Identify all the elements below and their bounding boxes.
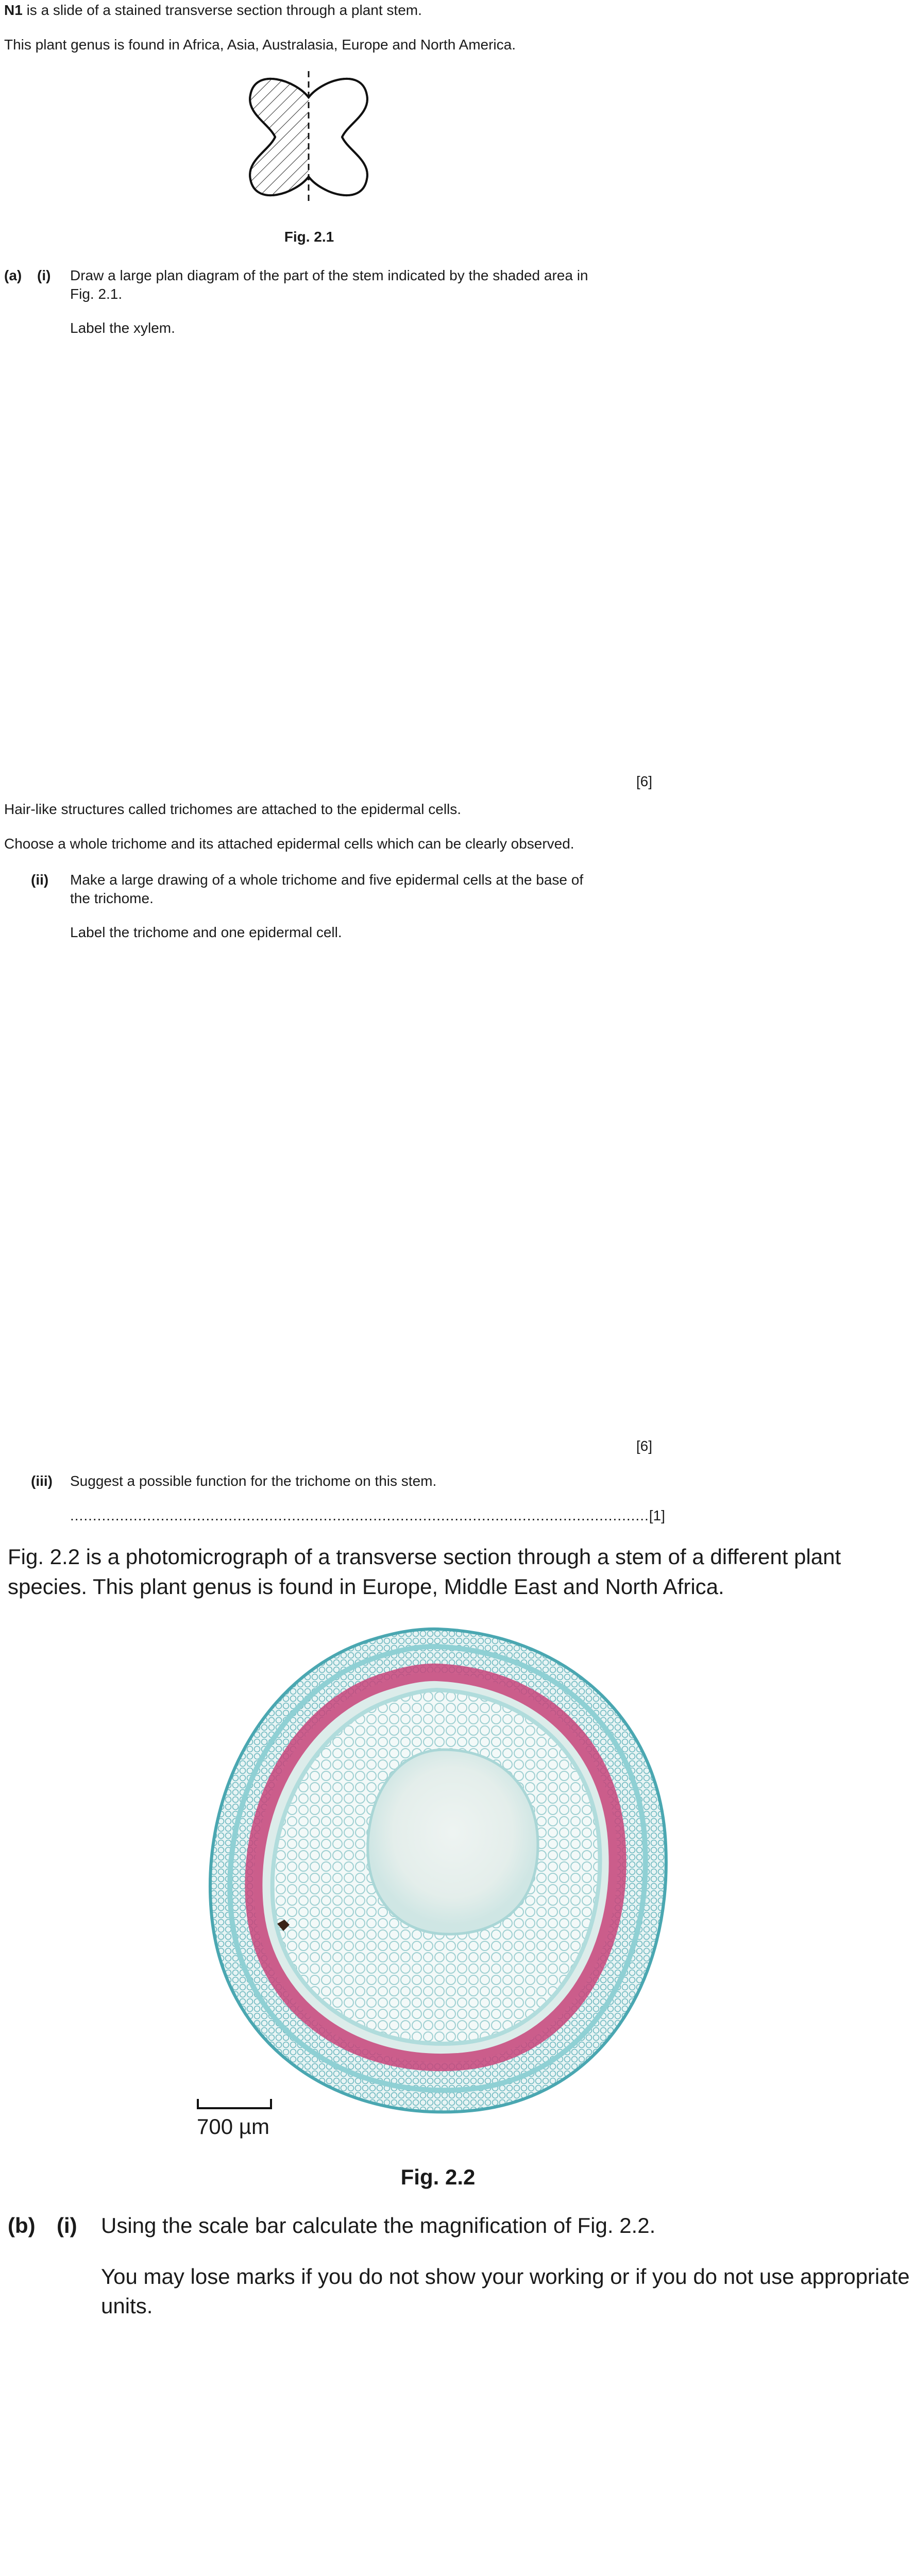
fig-2-2-caption: Fig. 2.2 [400, 2165, 476, 2189]
q-a-i-line1: Draw a large plan diagram of the part of the stem indicated by the shaded area in [70, 267, 588, 283]
genus-line: This plant genus is found in Africa, Asia, Australasia, Europe and North America. [4, 37, 516, 53]
pith-cavity [368, 1750, 538, 1934]
q-a-i-drawing-space[interactable] [70, 350, 652, 762]
q-a-iii-number: (iii) [31, 1473, 53, 1489]
part-b-label: (b) [8, 2213, 36, 2238]
fig-2-1-stem-outline [245, 70, 372, 204]
q-b-i-working-space[interactable] [101, 2334, 905, 2576]
q-b-i-number: (i) [57, 2213, 77, 2238]
q-b-i-text: Using the scale bar calculate the magnification of Fig. 2.2. [101, 2213, 656, 2238]
q-a-ii-line2: the trichome. [70, 890, 154, 906]
scale-bar-label: 700 µm [197, 2114, 269, 2139]
q-a-i-number: (i) [37, 267, 51, 283]
q-a-ii-line1: Make a large drawing of a whole trichome and five epidermal cells at the base of [70, 872, 584, 888]
q-a-ii-label-instruction: Label the trichome and one epidermal cell. [70, 924, 342, 940]
q-a-ii-marks: [6] [636, 1438, 652, 1454]
q-a-i-label-instruction: Label the xylem. [70, 320, 175, 336]
part-a-label: (a) [4, 267, 22, 283]
q-a-iii-text: Suggest a possible function for the trichome on this stem. [70, 1473, 437, 1489]
fig-2-1-caption: Fig. 2.1 [284, 229, 334, 245]
q-a-i-line2: Fig. 2.1. [70, 286, 123, 302]
q-b-i-warning-line2: units. [101, 2294, 153, 2318]
fig-2-2-intro-line2: species. This plant genus is found in Europe, Middle East and North Africa. [8, 1574, 724, 1599]
trichome-intro: Hair-like structures called trichomes are attached to the epidermal cells. [4, 801, 462, 817]
q-a-iii-marks: [1] [649, 1507, 665, 1523]
intro-line: N1 is a slide of a stained transverse section through a plant stem. [4, 2, 422, 18]
q-a-ii-drawing-space[interactable] [70, 953, 652, 1427]
fig-2-2-photomicrograph [196, 1623, 680, 2128]
q-a-iii-answer-line[interactable]: ................................................................................................................................[1] [70, 1507, 665, 1523]
q-b-i-warning-line1: You may lose marks if you do not show your working or if you do not use appropriate [101, 2264, 910, 2289]
choose-line: Choose a whole trichome and its attached epidermal cells which can be clearly observed. [4, 836, 574, 852]
fig-2-2-intro-line1: Fig. 2.2 is a photomicrograph of a transverse section through a stem of a different plant [8, 1545, 841, 1569]
q-a-i-marks: [6] [636, 773, 652, 789]
q-a-ii-number: (ii) [31, 872, 49, 888]
scale-bar [196, 2097, 278, 2112]
specimen-code: N1 [4, 2, 23, 18]
